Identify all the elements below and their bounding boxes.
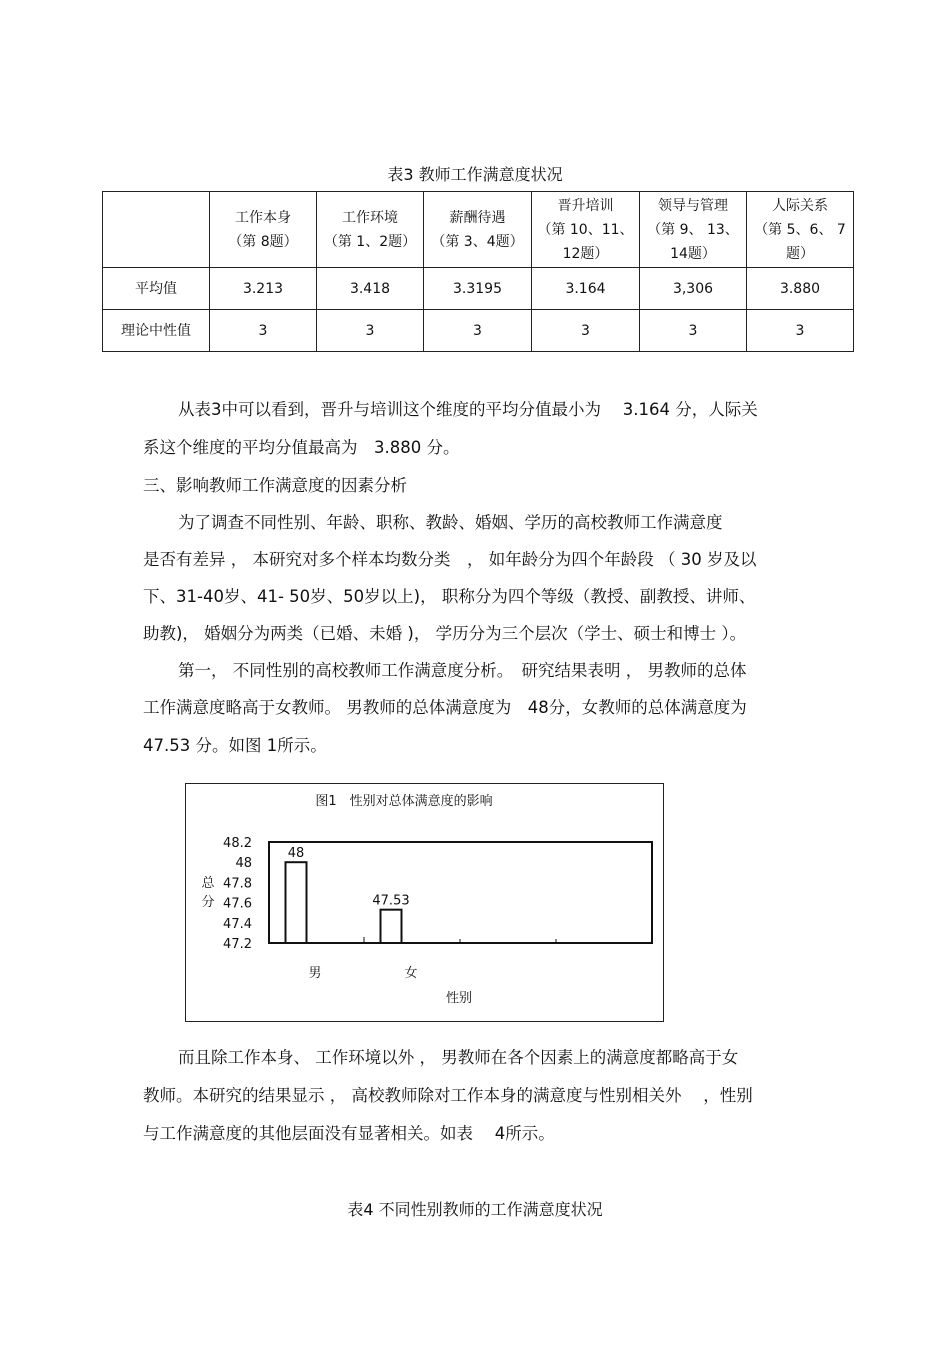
table3-cell: 3 xyxy=(640,310,747,352)
bar-male xyxy=(286,862,307,943)
figure1-chart xyxy=(185,783,664,1022)
y-tick-label: 48.2 xyxy=(223,836,252,851)
paragraph-line: 与工作满意度的其他层面没有显著相关。如表 4所示。 xyxy=(143,1124,555,1143)
x-category-label: 男 xyxy=(308,966,322,981)
table3-header-cell: 工作本身 （第 8题） xyxy=(210,192,317,268)
section-heading: 三、影响教师工作满意度的因素分析 xyxy=(143,476,407,495)
bar-data-label: 48 xyxy=(287,846,305,862)
table3-row-mean xyxy=(103,268,854,310)
table3 xyxy=(102,191,854,352)
paragraph-line: 47.53 分。如图 1所示。 xyxy=(143,736,327,755)
table3-cell: 3,306 xyxy=(640,268,747,310)
y-tick-label: 47.4 xyxy=(223,916,252,932)
paragraph-line: 教师。本研究的结果显示 ， 高校教师除对工作本身的满意度与性别相关外 ，性别 xyxy=(143,1086,753,1105)
paragraph-line: 助教)， 婚姻分为两类（已婚、未婚 )， 学历分为三个层次（学士、硕士和博士 ）。 xyxy=(143,624,747,643)
figure1-svg xyxy=(186,784,663,1021)
paragraph-line: 而且除工作本身、 工作环境以外 ， 男教师在各个因素上的满意度都略高于女 xyxy=(178,1048,739,1067)
bars xyxy=(286,846,410,943)
table3-cell: 3.164 xyxy=(532,268,640,310)
x-axis-label: 性别 xyxy=(445,991,473,1006)
table3-header-row xyxy=(103,192,854,268)
chart-title: 图1 性别对总体满意度的影响 xyxy=(315,794,493,809)
table4-caption: 表4 不同性别教师的工作满意度状况 xyxy=(347,1200,603,1219)
table3-cell: 3.418 xyxy=(317,268,424,310)
paragraph-line: 第一， 不同性别的高校教师工作满意度分析。 研究结果表明 ， 男教师的总体 xyxy=(178,661,747,680)
y-axis-label: 总 xyxy=(201,876,215,891)
table3-cell: 3 xyxy=(747,310,854,352)
table3-cell: 3 xyxy=(210,310,317,352)
table3-cell: 3.3195 xyxy=(424,268,532,310)
paragraph-line: 系这个维度的平均分值最高为 3.880 分。 xyxy=(143,438,460,457)
paragraph-line: 从表3中可以看到，晋升与培训这个维度的平均分值最小为 3.164 分，人际关 xyxy=(178,400,758,419)
paragraph-line: 是否有差异 ， 本研究对多个样本均数分类 ， 如年龄分为四个年龄段 （ 30 岁及以 xyxy=(143,550,757,569)
y-tick-label: 48 xyxy=(235,856,252,872)
y-axis-ticks xyxy=(223,836,252,952)
table3-cell: 3 xyxy=(532,310,640,352)
table3-caption: 表3 教师工作满意度状况 xyxy=(387,165,563,184)
y-tick-label: 47.8 xyxy=(223,876,252,892)
table3-header-cell: 薪酬待遇 （第 3、4题） xyxy=(424,192,532,268)
paragraph-line: 工作满意度略高于女教师。 男教师的总体满意度为 48分，女教师的总体满意度为 xyxy=(143,698,747,717)
table3-cell: 3.213 xyxy=(210,268,317,310)
bar-female xyxy=(381,910,402,943)
table3-header-cell: 工作环境 （第 1、2题） xyxy=(317,192,424,268)
table3-header-cell: 人际关系 （第 5、6、 7 题） xyxy=(747,192,854,268)
table3-header-cell: 领导与管理 （第 9、 13、 14题） xyxy=(640,192,747,268)
y-tick-label: 47.6 xyxy=(223,896,252,912)
table3-row-label: 理论中性值 xyxy=(103,310,210,352)
table3-row-label: 平均值 xyxy=(103,268,210,310)
table3-row-neutral xyxy=(103,310,854,352)
table3-header-cell: 晋升培训 （第 10、11、 12题） xyxy=(532,192,640,268)
paragraph-line: 下、31-40岁、41- 50岁、50岁以上)， 职称分为四个等级（教授、副教授、讲师、 xyxy=(143,587,756,606)
table3-corner-cell xyxy=(103,192,210,268)
bar-data-label: 47.53 xyxy=(372,893,410,909)
plot-area xyxy=(269,842,652,943)
paragraph-line: 为了调查不同性别、年龄、职称、教龄、婚姻、学历的高校教师工作满意度 xyxy=(178,513,723,532)
table3-cell: 3 xyxy=(424,310,532,352)
y-axis-label: 分 xyxy=(201,895,215,910)
x-category-label: 女 xyxy=(404,966,418,981)
table3-cell: 3.880 xyxy=(747,268,854,310)
table3-cell: 3 xyxy=(317,310,424,352)
y-tick-label: 47.2 xyxy=(223,937,252,952)
